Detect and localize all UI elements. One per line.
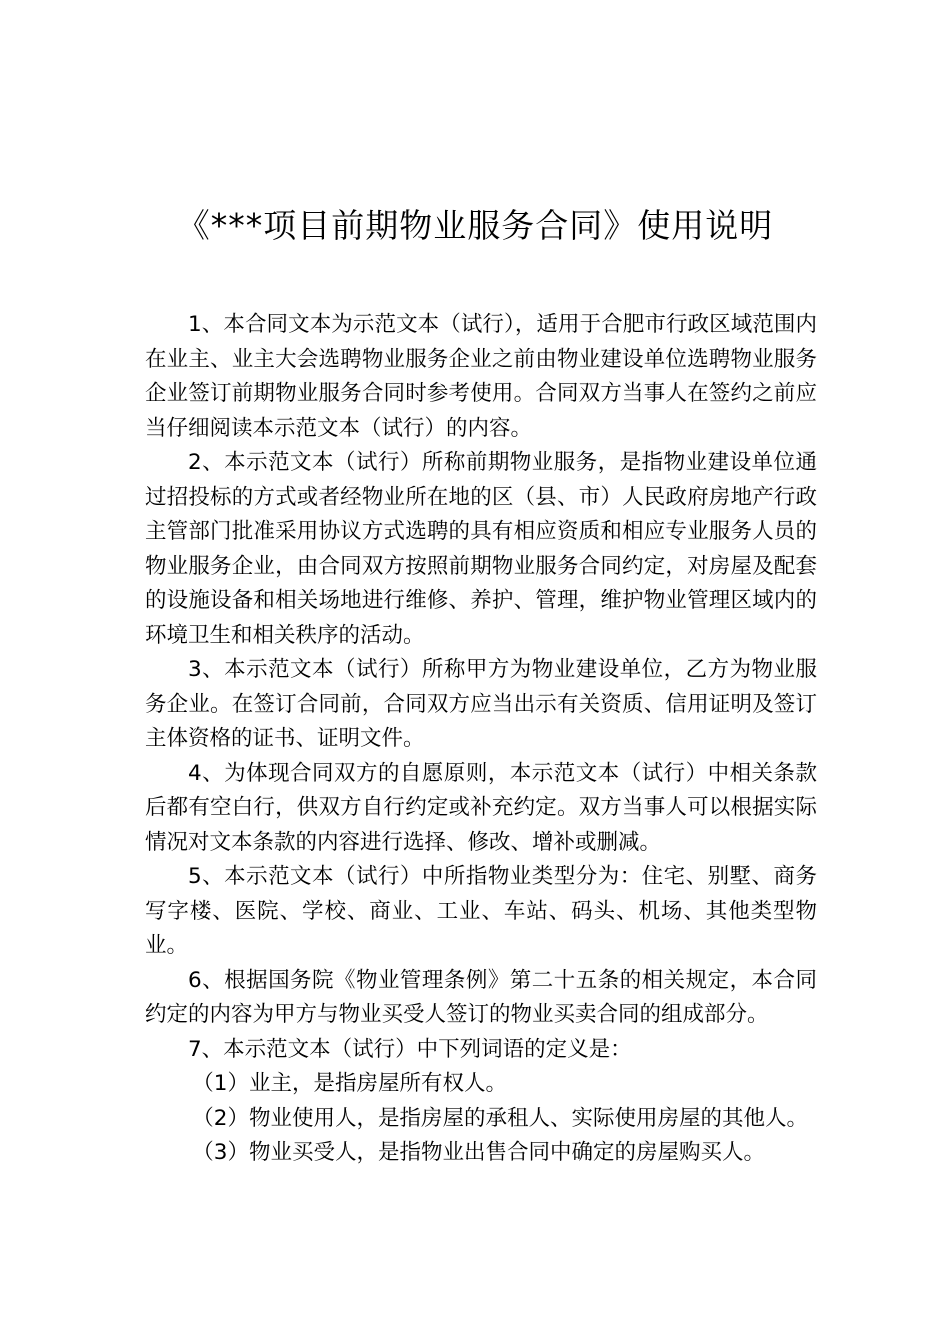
paragraph-7: 7、本示范文本（试行）中下列词语的定义是： (188, 1036, 632, 1062)
document-body (145, 308, 817, 1171)
definition-item-2: （2）物业使用人，是指房屋的承租人、实际使用房屋的其他人。 (192, 1105, 808, 1131)
definition-item-3: （3）物业买受人，是指物业出售合同中确定的房屋购买人。 (192, 1140, 765, 1165)
paragraph-1: 1、本合同文本为示范文本（试行），适用于合肥市行政区域范围内在业主、业主大会选聘物业服务企业之前由物业建设单位选聘物业服务企业签订前期物业服务合同时参考使用。合同双方当事人在签约之前应当仔细阅读本示范文本（试行）的内容。 (145, 312, 817, 441)
paragraph-4: 4、为体现合同双方的自愿原则，本示范文本（试行）中相关条款后都有空白行，供双方自行约定或补充约定。双方当事人可以根据实际情况对文本条款的内容进行选择、修改、增补或删减。 (145, 760, 817, 855)
definition-item-1: （1）业主，是指房屋所有权人。 (192, 1071, 507, 1096)
paragraph-2: 2、本示范文本（试行）所称前期物业服务，是指物业建设单位通过招投标的方式或者经物业所在地的区（县、市）人民政府房地产行政主管部门批准采用协议方式选聘的具有相应资质和相应专业服务人员的物业服务企业，由合同双方按照前期物业服务合同约定，对房屋及配套的设施设备和相关场地进行维修、养护、管理，维护物业管理区域内的环境卫生和相关秩序的活动。 (145, 450, 817, 648)
document-title: 《***项目前期物业服务合同》使用说明 (176, 206, 774, 245)
paragraph-5: 5、本示范文本（试行）中所指物业类型分为：住宅、别墅、商务写字楼、医院、学校、商业、工业、车站、码头、机场、其他类型物业。 (145, 864, 817, 958)
paragraph-6: 6、根据国务院《物业管理条例》第二十五条的相关规定，本合同约定的内容为甲方与物业买受人签订的物业买卖合同的组成部分。 (145, 967, 817, 1027)
paragraph-3: 3、本示范文本（试行）所称甲方为物业建设单位，乙方为物业服务企业。在签订合同前，合同双方应当出示有关资质、信用证明及签订主体资格的证书、证明文件。 (145, 657, 817, 751)
